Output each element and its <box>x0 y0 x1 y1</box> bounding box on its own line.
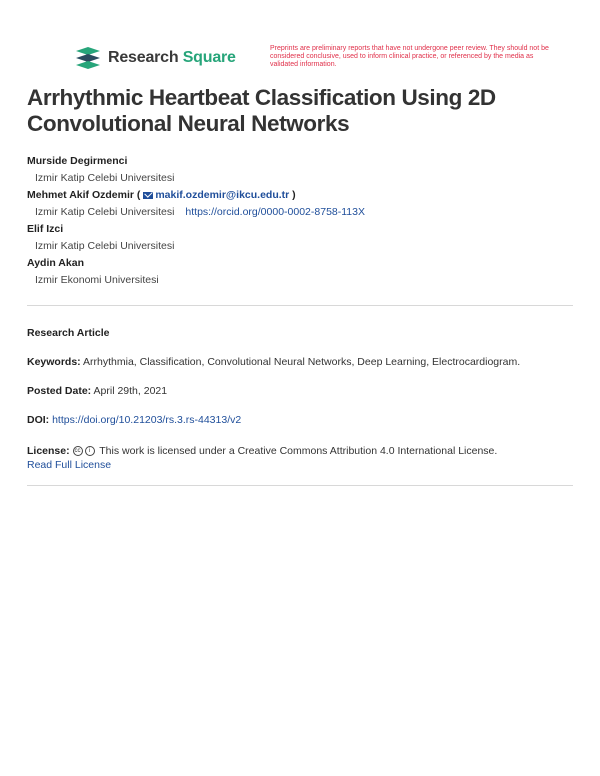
preprint-disclaimer: Preprints are preliminary reports that have not undergone peer review. They should not be considered conclusive, used to inform clinical practice, or referenced by the media as validated information. <box>270 45 549 68</box>
logo-research-text: Research <box>108 49 179 66</box>
paper-title: Arrhythmic Heartbeat Classification Using 2D Convolutional Neural Networks <box>27 85 496 136</box>
doi-link[interactable]: https://doi.org/10.21203/rs.3.rs-44313/v2 <box>52 414 242 426</box>
divider <box>27 485 573 486</box>
author-name: Mehmet Akif Ozdemir <box>27 189 134 201</box>
author-affiliation: Izmir Katip Celebi Universitesi <box>35 206 175 218</box>
posted-date-label: Posted Date: <box>27 385 92 397</box>
author-affiliation: Izmir Katip Celebi Universitesi <box>35 240 175 252</box>
author-affiliation: Izmir Katip Celebi Universitesi <box>35 172 175 184</box>
article-type-label: Research Article <box>27 327 110 339</box>
logo-wordmark <box>108 49 236 67</box>
read-full-license-link[interactable]: Read Full License <box>27 459 112 471</box>
logo-square-text: Square <box>182 49 236 66</box>
creative-commons-icon: cc <box>74 448 81 455</box>
license-row <box>27 444 577 472</box>
license-text: This work is licensed under a Creative Commons Attribution 4.0 International License. <box>99 445 498 457</box>
author-affiliation: Izmir Ekonomi Universitesi <box>35 274 159 286</box>
research-square-logo[interactable] <box>74 47 236 69</box>
keywords-value: Arrhythmia, Classification, Convolutional Neural Networks, Deep Learning, Electrocardiogram. <box>83 356 521 368</box>
author-name: Murside Degirmenci <box>27 155 128 167</box>
author-email-link[interactable]: makif.ozdemir@ikcu.edu.tr <box>155 189 290 201</box>
keywords-row <box>27 355 577 369</box>
keywords-label: Keywords: <box>27 356 81 368</box>
author-name: Aydin Akan <box>27 257 84 269</box>
author-name: Elif Izci <box>27 223 64 235</box>
orcid-link[interactable]: https://orcid.org/0000-0002-8758-113X <box>185 206 365 218</box>
article-type <box>27 326 577 340</box>
doi-label: DOI: <box>27 414 50 426</box>
doi-row <box>27 413 577 427</box>
posted-date-row <box>27 384 577 398</box>
author-name-corresponding: Mehmet Akif Ozdemir ( makif.ozdemir@ikcu.edu.tr ) <box>27 189 296 201</box>
author-affiliation-row <box>27 203 577 222</box>
divider <box>27 305 573 306</box>
attribution-icon: i <box>85 446 95 456</box>
research-square-logo-icon <box>74 47 102 69</box>
author-list <box>27 154 577 290</box>
posted-date-value: April 29th, 2021 <box>93 385 168 397</box>
envelope-icon <box>143 192 153 199</box>
license-label: License: <box>27 445 70 457</box>
